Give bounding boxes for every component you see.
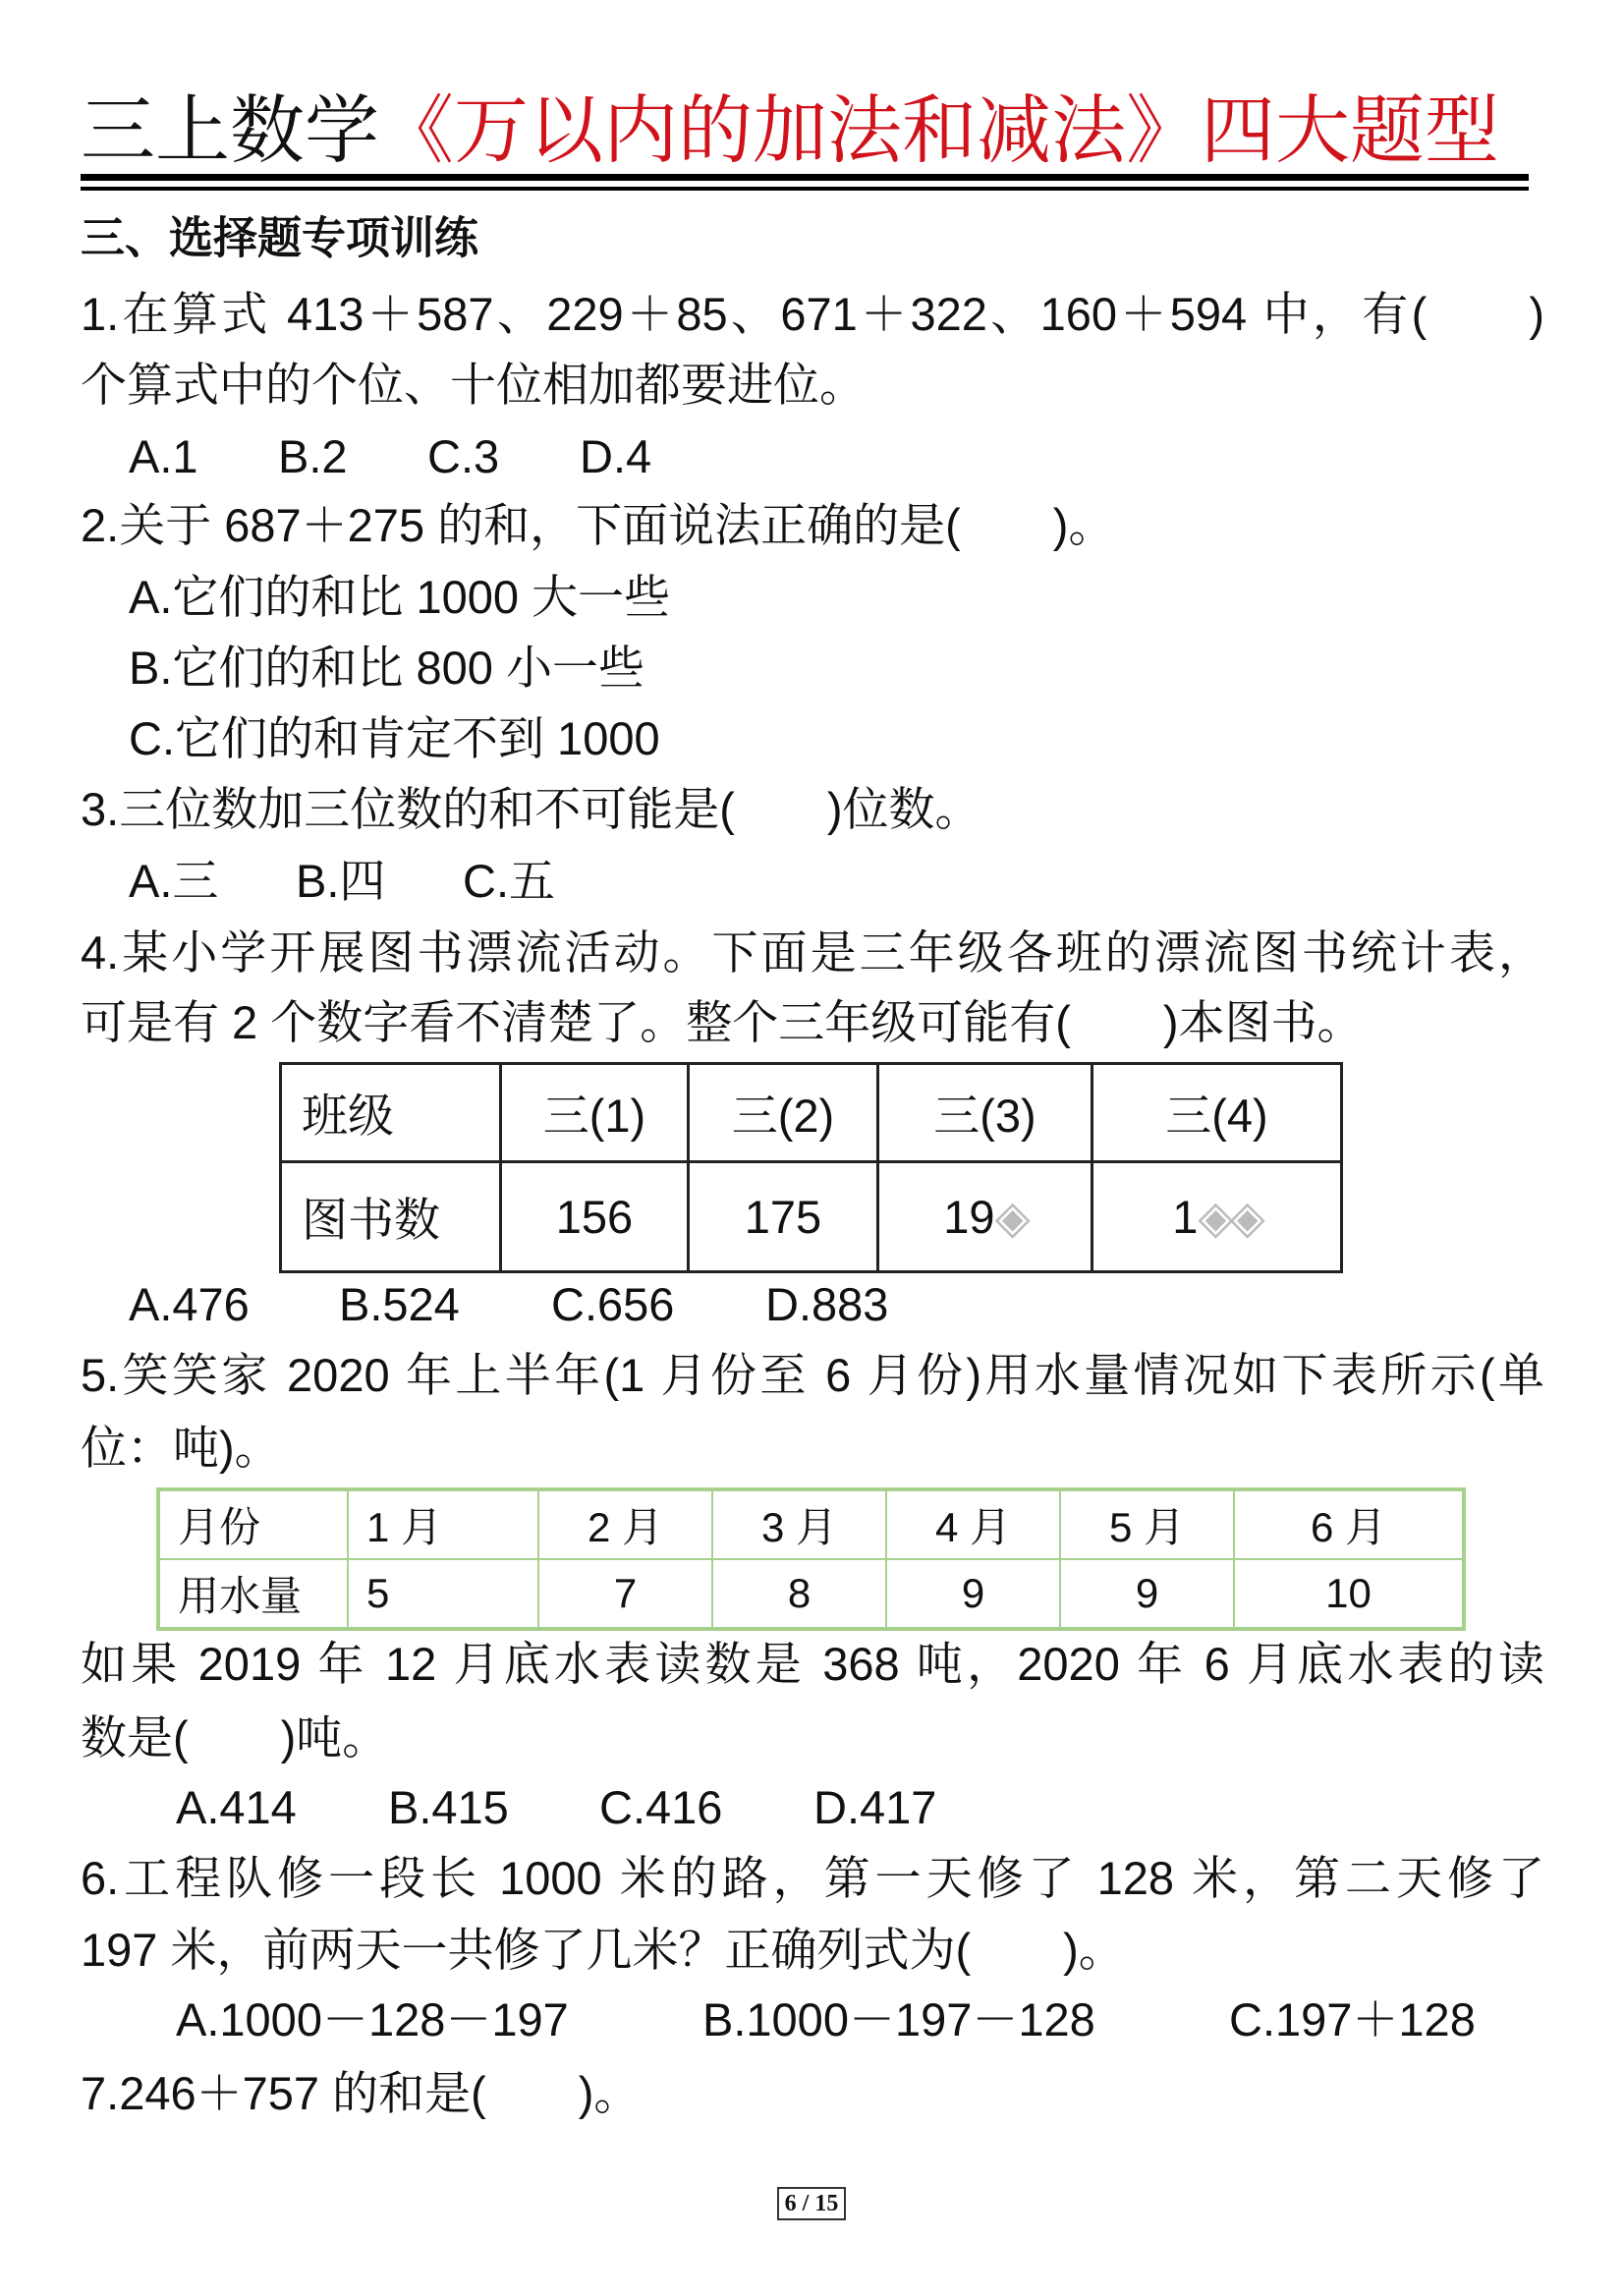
q1-option-b[interactable]: B.2: [278, 430, 348, 482]
q6-option-b[interactable]: B.1000－197－128: [702, 1993, 1095, 2045]
table-header-cell: 三(2): [689, 1064, 878, 1162]
title-rule-thin: [81, 187, 1529, 191]
q5-stem-line3: 如果 2019 年 12 月底水表读数是 368 吨，2020 年 6 月底水表的读: [81, 1638, 1544, 1690]
q3-option-a[interactable]: A.三: [129, 855, 219, 907]
q6-stem-line2: 197 米，前两天一共修了几米？正确列式为( )。: [81, 1924, 1125, 1976]
table-cell: [878, 1162, 1092, 1272]
table-header-cell: 班级: [281, 1064, 501, 1162]
smudge-icon: ◈: [994, 1190, 1027, 1243]
q6-stem-line1: 6.工程队修一段长 1000 米的路，第一天修了 128 米，第二天修了: [81, 1852, 1544, 1904]
value-partial: 19: [943, 1190, 995, 1243]
q2-option-c[interactable]: C.它们的和肯定不到 1000: [129, 712, 660, 764]
table-header-cell: 2 月: [538, 1489, 712, 1559]
q3-stem: 3.三位数加三位数的和不可能是( )位数。: [81, 783, 981, 835]
table-header-cell: 月份: [158, 1489, 348, 1559]
section-heading: 三、选择题专项训练: [81, 212, 479, 263]
water-usage-table: [156, 1487, 1466, 1631]
table-header-cell: 三(3): [878, 1064, 1092, 1162]
q2-stem: 2.关于 687＋275 的和，下面说法正确的是( )。: [81, 499, 1115, 551]
title-prefix: 三上数学: [81, 89, 379, 173]
book-count-table: [279, 1062, 1343, 1273]
q5-option-a[interactable]: A.414: [176, 1781, 297, 1833]
table-header-cell: 三(4): [1092, 1064, 1342, 1162]
q3-option-b[interactable]: B.四: [296, 855, 386, 907]
page-number: 6 / 15: [777, 2187, 846, 2220]
page-title: [81, 87, 1499, 176]
q4-option-b[interactable]: B.524: [339, 1278, 460, 1330]
table-header-cell: 4 月: [886, 1489, 1060, 1559]
q4-option-d[interactable]: D.883: [765, 1278, 889, 1330]
table-cell: 5: [348, 1559, 538, 1629]
table-header-cell: 5 月: [1060, 1489, 1234, 1559]
q5-option-b[interactable]: B.415: [388, 1781, 509, 1833]
q1-stem-line1: 1.在算式 413＋587、229＋85、671＋322、160＋594 中，有( ): [81, 288, 1544, 340]
table-cell: [1092, 1162, 1342, 1272]
q6-option-c[interactable]: C.197＋128: [1229, 1993, 1476, 2045]
q1-stem-line2: 个算式中的个位、十位相加都要进位。: [81, 359, 866, 411]
q5-option-d[interactable]: D.417: [813, 1781, 937, 1833]
table-row-label: 图书数: [281, 1162, 501, 1272]
q1-option-d[interactable]: D.4: [580, 430, 652, 482]
table-cell: 156: [501, 1162, 689, 1272]
q5-stem-line4: 数是( )吨。: [81, 1711, 389, 1764]
table-cell: 175: [689, 1162, 878, 1272]
table-row-label: 用水量: [158, 1559, 348, 1629]
table-cell: 8: [712, 1559, 886, 1629]
q1-option-c[interactable]: C.3: [427, 430, 500, 482]
q7-stem: 7.246＋757 的和是( )。: [81, 2067, 641, 2119]
q1-option-a[interactable]: A.1: [129, 430, 198, 482]
value-partial: 1: [1172, 1190, 1199, 1243]
q5-stem-line2: 位：吨)。: [81, 1422, 281, 1474]
table-header-cell: 3 月: [712, 1489, 886, 1559]
table-header-cell: 6 月: [1234, 1489, 1464, 1559]
smudge-icon: ◈◈: [1198, 1190, 1261, 1243]
table-cell: 9: [886, 1559, 1060, 1629]
table-cell: 9: [1060, 1559, 1234, 1629]
q2-option-a[interactable]: A.它们的和比 1000 大一些: [129, 571, 671, 623]
q3-option-c[interactable]: C.五: [463, 855, 555, 907]
table-cell: 7: [538, 1559, 712, 1629]
q5-stem-line1: 5.笑笑家 2020 年上半年(1 月份至 6 月份)用水量情况如下表所示(单: [81, 1349, 1544, 1401]
title-highlight: 《万以内的加法和减法》四大题型: [379, 89, 1499, 173]
q4-option-a[interactable]: A.476: [129, 1278, 250, 1330]
q4-stem-line1: 4.某小学开展图书漂流活动。下面是三年级各班的漂流图书统计表，: [81, 926, 1544, 979]
table-header-cell: 1 月: [348, 1489, 538, 1559]
q4-option-c[interactable]: C.656: [551, 1278, 675, 1330]
q4-stem-line2: 可是有 2 个数字看不清楚了。整个三年级可能有( )本图书。: [81, 996, 1364, 1048]
q2-option-b[interactable]: B.它们的和比 800 小一些: [129, 642, 644, 694]
q6-option-a[interactable]: A.1000－128－197: [176, 1993, 569, 2045]
table-header-cell: 三(1): [501, 1064, 689, 1162]
q5-option-c[interactable]: C.416: [599, 1781, 723, 1833]
table-cell: 10: [1234, 1559, 1464, 1629]
title-rule-thick: [81, 174, 1529, 181]
